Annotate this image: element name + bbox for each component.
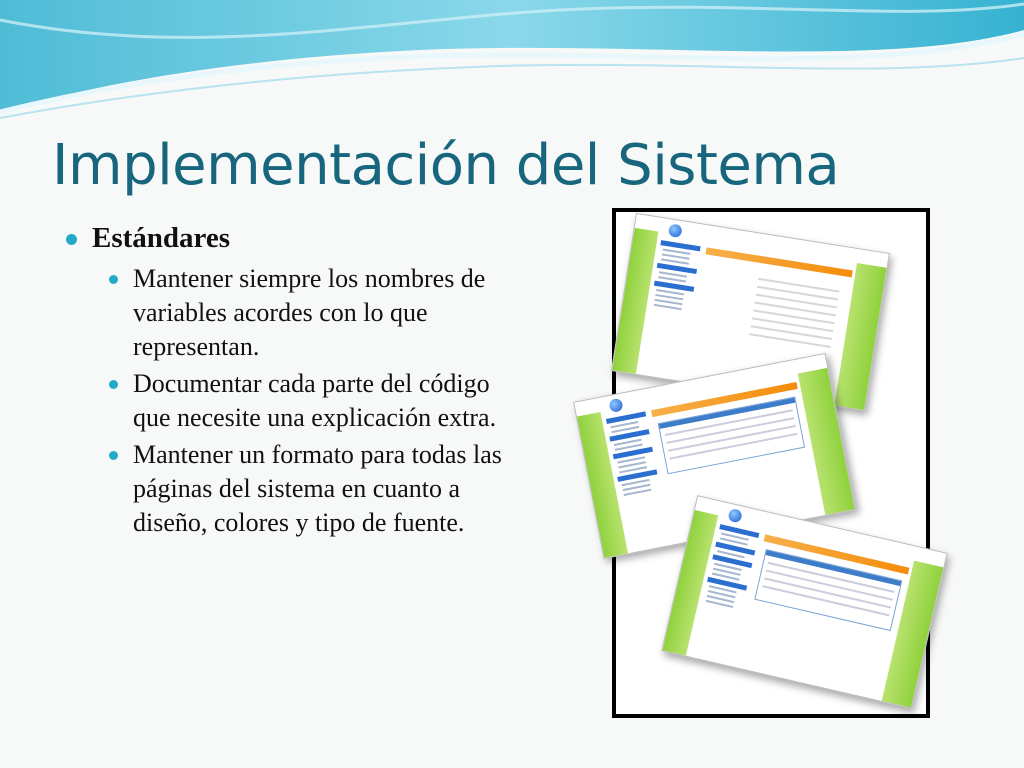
sub-bullet-text: Mantener siempre los nombres de variables acordes con lo que representan. <box>133 264 486 361</box>
thumbnail-form-area <box>699 264 840 354</box>
sub-bullet-dot-icon <box>109 380 118 389</box>
sub-bullet-item <box>106 367 506 435</box>
sub-bullet-text: Mantener un formato para todas las páginas del sistema en cuanto a diseño, colores y tipo de fuente. <box>133 440 502 537</box>
sub-bullet-list <box>106 262 506 540</box>
bullet-dot-icon <box>66 234 77 245</box>
thumbnail-logo-icon <box>727 508 743 524</box>
header-wave-decoration <box>0 0 1024 130</box>
bullet-heading-text: Estándares <box>92 222 231 254</box>
sub-bullet-text: Documentar cada parte del código que necesite una explicación extra. <box>133 369 497 432</box>
bullet-content <box>66 220 506 543</box>
sub-bullet-item <box>106 438 506 540</box>
sub-bullet-item <box>106 262 506 364</box>
sub-bullet-dot-icon <box>109 275 118 284</box>
bullet-heading <box>66 220 506 256</box>
thumbnail-logo-icon <box>668 223 683 238</box>
slide-title: Implementación del Sistema <box>52 133 840 198</box>
sub-bullet-dot-icon <box>109 451 118 460</box>
thumbnail-logo-icon <box>608 398 623 413</box>
